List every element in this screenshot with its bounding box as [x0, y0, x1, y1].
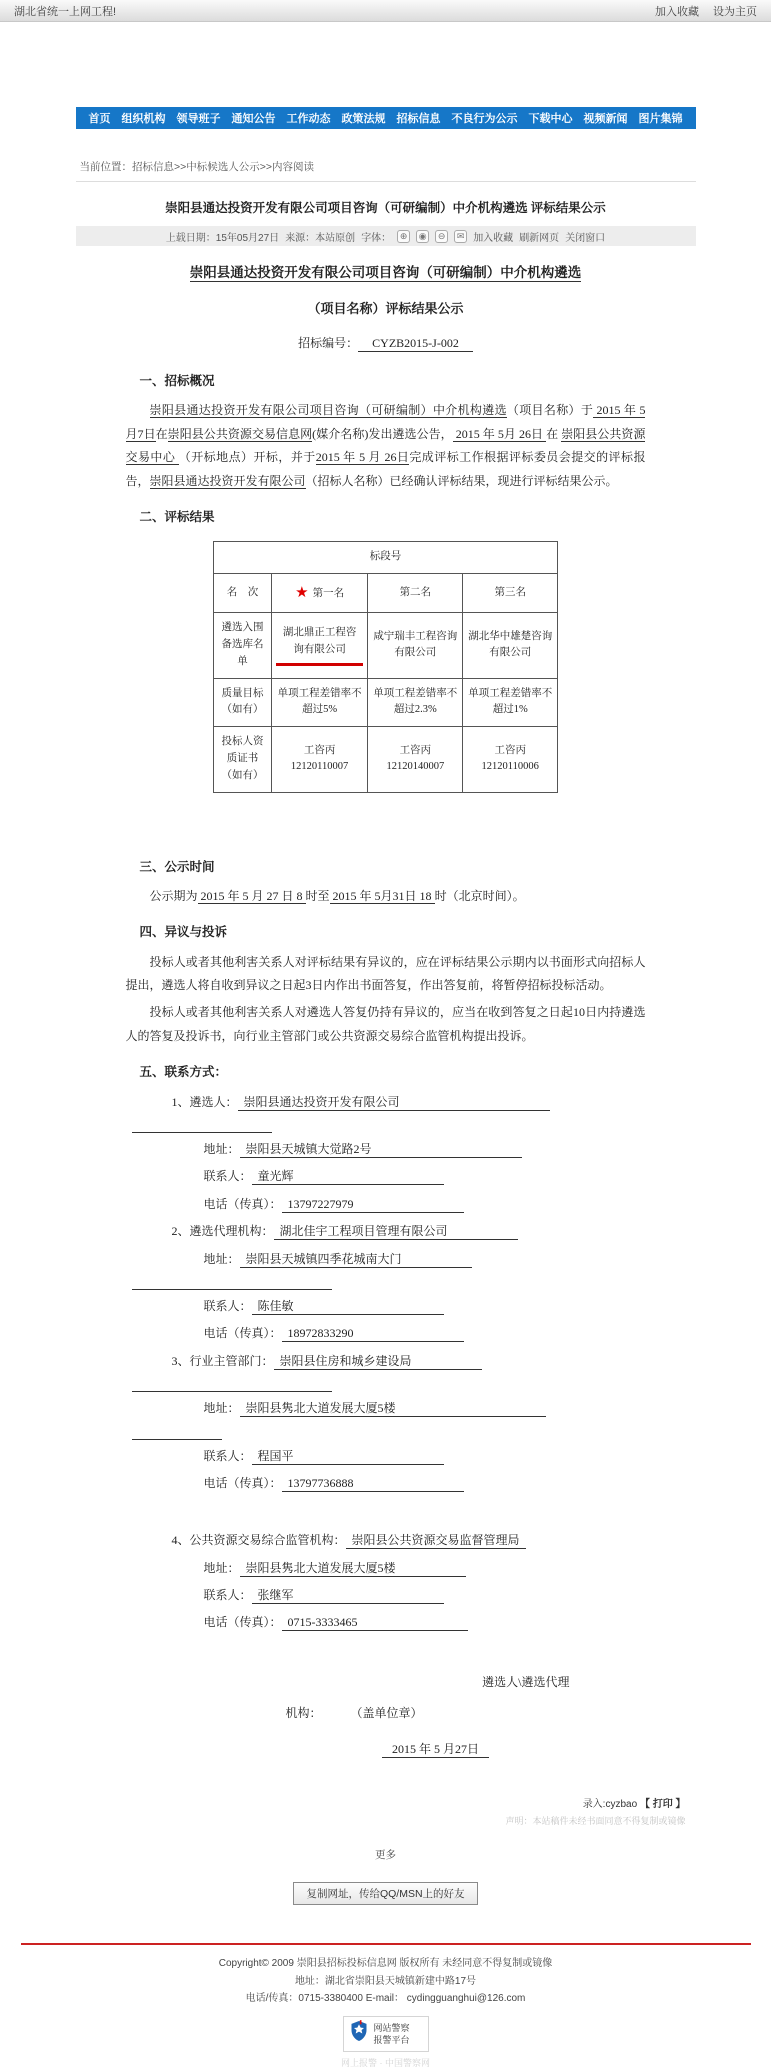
copyright-notice-small: 声明：本站稿件未经书面同意不得复制或镜像	[505, 1816, 686, 1827]
supervisor-telephone: 0715-3333465	[282, 1615, 468, 1631]
contact-2-name-line: 2、遴选代理机构： 湖北佳宇工程项目管理有限公司	[172, 1220, 646, 1243]
agency-contact-person: 陈佳敏	[252, 1299, 444, 1315]
contact-3-tel-line: 电话（传真）： 13797736888	[204, 1472, 646, 1495]
table-row	[214, 727, 558, 792]
breadcrumb-separator: >>	[174, 161, 187, 173]
breadcrumb-winner-notice[interactable]: 中标候选人公示	[186, 161, 260, 173]
contact-1-name-line: 1、遴选人： 崇阳县通达投资开发有限公司	[172, 1091, 646, 1114]
add-favorite-link[interactable]: 加入收藏	[473, 232, 514, 244]
supervisor-address: 崇阳县隽北大道发展大厦5楼	[240, 1561, 466, 1577]
authority-contact-person: 程国平	[252, 1449, 444, 1465]
top-links	[655, 3, 757, 19]
entry-author: 录入:cyzbao	[582, 1799, 638, 1811]
contact-3-address-line: 地址： 崇阳县隽北大道发展大厦5楼	[204, 1397, 646, 1420]
font-increase-icon[interactable]: ⊕	[397, 230, 410, 243]
supervisor-contact-person: 张继军	[252, 1588, 444, 1604]
table-row	[214, 542, 558, 574]
second-place-header: 第二名	[368, 574, 463, 613]
bottom-faint-links[interactable]: 网上报警 · 中国警察网	[341, 2058, 430, 2069]
document-title: 崇阳县通达投资开发有限公司项目咨询（可研编制）中介机构遴选	[189, 265, 582, 280]
breadcrumb-bid-info[interactable]: 招标信息	[132, 161, 174, 173]
breadcrumb-separator: >>	[259, 161, 273, 173]
continuation-underline	[126, 1377, 646, 1393]
section4-heading: 四、异议与投诉	[139, 925, 228, 940]
article-source: 来源：本站原创	[285, 232, 356, 244]
add-favorite-link[interactable]: 加入收藏	[655, 5, 699, 18]
certificate-third: 工咨丙12120110006	[463, 727, 558, 792]
section4-paragraph-2: 投标人或者其他利害关系人对遴选人答复仍持有异议的，应当在收到答复之日起10日内持遴选人的答复及投诉书，向行业主管部门或公共资源交易综合监管机构提出投诉。	[125, 1005, 646, 1043]
top-strip	[0, 0, 771, 22]
certificate-row-label: 投标人资质证书（如有）	[214, 727, 272, 792]
article-info-bar	[76, 226, 696, 246]
third-place-company: 湖北华中雄楚咨询有限公司	[463, 613, 558, 678]
print-link[interactable]: 【 打印 】	[639, 1799, 686, 1811]
contact-2-person-line: 联系人： 陈佳敏	[204, 1295, 646, 1318]
quality-goal-first: 单项工程差错率不超过5%	[272, 678, 368, 727]
authority-name: 崇阳县住房和城乡建设局	[274, 1354, 482, 1370]
upload-date: 上载日期：15年05月27日	[165, 232, 280, 244]
selector-name: 崇阳县通达投资开发有限公司	[238, 1095, 550, 1111]
section4-paragraph-1: 投标人或者其他利害关系人对评标结果有异议的，应在评标结果公示期内以书面形式向招标人提出，遴选人将自收到异议之日起3日内作出书面答复，作出答复前，将暂停招标投标活动。	[125, 954, 646, 993]
certificate-first: 工咨丙12120110007	[272, 727, 368, 792]
selector-telephone: 13797227979	[282, 1197, 464, 1213]
contact-4-address-line: 地址： 崇阳县隽北大道发展大厦5楼	[204, 1557, 646, 1580]
nav-home[interactable]: 首页	[88, 113, 111, 125]
shortlist-row-label: 遴选入围备选库名单	[214, 613, 272, 678]
first-place-star-icon: ★	[295, 585, 309, 602]
refresh-page-link[interactable]: 刷新网页	[519, 232, 560, 244]
bid-number-line	[126, 332, 646, 355]
bid-number-value: CYZB2015-J-002	[358, 336, 473, 352]
signature-party: 遴选人\遴选代理	[482, 1674, 570, 1689]
contact-4-person-line: 联系人： 张继军	[204, 1584, 646, 1607]
section1-paragraph: 崇阳县通达投资开发有限公司项目咨询（可研编制）中介机构遴选（项目名称）于 2015 年 5 月7日在崇阳县公共资源交易信息网(媒介名称)发出遴选公告， 2015 年 5月 26日 在 崇阳县公共资源交易中心 （开标地点）开标，并于2015 年 5 月 26日完成评标工作根据评标委员会提交的评标报告，崇阳县通达投资开发有限公司（招标人名称）已经确认评标结果，现进行评标结果公示。	[125, 403, 646, 488]
footer-copyright: Copyright© 2009 崇阳县招标投标信息网 版权所有 未经同意不得复制或镜像	[218, 1958, 553, 1970]
selector-contact-person: 童光辉	[252, 1169, 444, 1185]
section2-heading: 二、评标结果	[139, 509, 215, 524]
quality-goal-row-label: 质量目标（如有）	[214, 678, 272, 727]
agency-name: 湖北佳宇工程项目管理有限公司	[274, 1224, 518, 1240]
site-footer	[0, 1955, 771, 2072]
close-window-link[interactable]: 关闭窗口	[565, 232, 606, 244]
share-url-button[interactable]: 复制网址，传给QQ/MSN上的好友	[293, 1882, 477, 1905]
contact-2-tel-line: 电话（传真）： 18972833290	[204, 1322, 646, 1345]
contact-1-person-line: 联系人： 童光辉	[204, 1165, 646, 1188]
breadcrumb-current: 内容阅读	[272, 161, 315, 173]
footer-address: 地址：湖北省崇阳县天城镇新建中路17号	[294, 1975, 477, 1987]
site-slogan: 湖北省统一上网工程!	[14, 5, 117, 18]
third-place-header: 第三名	[463, 574, 558, 613]
font-default-icon[interactable]: ◉	[416, 230, 429, 243]
contact-4-name-line: 4、公共资源交易综合监管机构： 崇阳县公共资源交易监督管理局	[172, 1529, 646, 1552]
continuation-underline	[126, 1118, 646, 1134]
document-subtitle: （项目名称）评标结果公示	[307, 301, 464, 317]
rank-header: 名 次	[214, 574, 272, 613]
footer-divider	[21, 1943, 751, 1945]
section3-paragraph: 公示期为 2015 年 5 月 27 日 8 时至 2015 年 5月31日 18 时（北京时间）。	[149, 888, 525, 903]
nav-policies[interactable]: 政策法规	[341, 113, 386, 125]
table-row	[214, 678, 558, 727]
contact-3-person-line: 联系人： 程国平	[204, 1445, 646, 1468]
continuation-underline	[126, 1275, 646, 1291]
quality-goal-third: 单项工程差错率不超过1%	[463, 678, 558, 727]
selector-address: 崇阳县天城镇大觉路2号	[240, 1142, 522, 1158]
signature-date: 2015 年 5 月27日	[286, 1738, 586, 1761]
police-badge-text: 网站警察 报警平台	[373, 2022, 410, 2045]
evaluation-result-table	[213, 541, 558, 792]
supervisor-name: 崇阳县公共资源交易监督管理局	[346, 1533, 526, 1549]
nav-photo-gallery[interactable]: 图片集锦	[638, 113, 683, 125]
certificate-second: 工咨丙12120140007	[368, 727, 463, 792]
agency-telephone: 18972833290	[282, 1326, 464, 1342]
bid-number-label: 招标编号：	[298, 335, 359, 350]
nav-downloads[interactable]: 下载中心	[528, 113, 573, 125]
police-badge-icon	[349, 2020, 369, 2049]
contact-2-address-line: 地址： 崇阳县天城镇四季花城南大门	[204, 1248, 646, 1271]
announcement-document	[126, 260, 646, 1761]
quality-goal-second: 单项工程差错率不超过2.3%	[368, 678, 463, 727]
section5-heading: 五、联系方式：	[139, 1065, 228, 1080]
seal-placeholder: （盖单位章）	[350, 1706, 423, 1721]
main-nav	[76, 107, 696, 129]
mail-icon[interactable]: ✉	[454, 230, 467, 243]
nav-leadership[interactable]: 领导班子	[176, 113, 221, 125]
font-decrease-icon[interactable]: ⊖	[435, 230, 448, 243]
nav-organization[interactable]: 组织机构	[121, 113, 166, 125]
first-place-company: 湖北鼎正工程咨询有限公司	[272, 613, 368, 678]
first-place-header: ★ 第一名	[272, 574, 368, 613]
agency-address: 崇阳县天城镇四季花城南大门	[240, 1252, 472, 1268]
contact-3-name-line: 3、行业主管部门： 崇阳县住房和城乡建设局	[172, 1350, 646, 1373]
set-homepage-link[interactable]: 设为主页	[713, 5, 757, 18]
continuation-underline	[126, 1425, 646, 1441]
footer-contact: 电话/传真：0715-3380400 E-mail： cydingguanghui@126.com	[245, 1993, 526, 2005]
section3-heading: 三、公示时间	[139, 859, 215, 874]
more-link[interactable]: 更多	[375, 1849, 396, 1862]
contact-1-address-line: 地址： 崇阳县天城镇大觉路2号	[204, 1138, 646, 1161]
section1-heading: 一、招标概况	[139, 374, 215, 389]
nav-bad-behavior[interactable]: 不良行为公示	[451, 113, 518, 125]
police-badge[interactable]	[343, 2016, 429, 2053]
contact-4-tel-line: 电话（传真）： 0715-3333465	[204, 1611, 646, 1634]
contact-1-tel-line: 电话（传真）： 13797227979	[204, 1193, 646, 1216]
table-row	[214, 613, 558, 678]
second-place-company: 咸宁瑞丰工程咨询有限公司	[368, 613, 463, 678]
section-number-header: 标段号	[214, 542, 558, 574]
breadcrumb-prefix: 当前位置：	[79, 161, 132, 173]
nav-notices[interactable]: 通知公告	[231, 113, 276, 125]
authority-telephone: 13797736888	[282, 1476, 464, 1492]
breadcrumb	[76, 159, 696, 182]
nav-video-news[interactable]: 视频新闻	[583, 113, 628, 125]
authority-address: 崇阳县隽北大道发展大厦5楼	[240, 1401, 546, 1417]
nav-work-news[interactable]: 工作动态	[286, 113, 331, 125]
font-size-label: 字体：	[361, 232, 392, 244]
page-title: 崇阳县通达投资开发有限公司项目咨询（可研编制）中介机构遴选 评标结果公示	[165, 201, 606, 215]
entry-line	[76, 1795, 686, 1810]
nav-bid-info[interactable]: 招标信息	[396, 113, 441, 125]
signature-block	[286, 1671, 586, 1761]
signature-org-line: 机构： （盖单位章）	[285, 1706, 423, 1721]
table-row	[214, 574, 558, 613]
